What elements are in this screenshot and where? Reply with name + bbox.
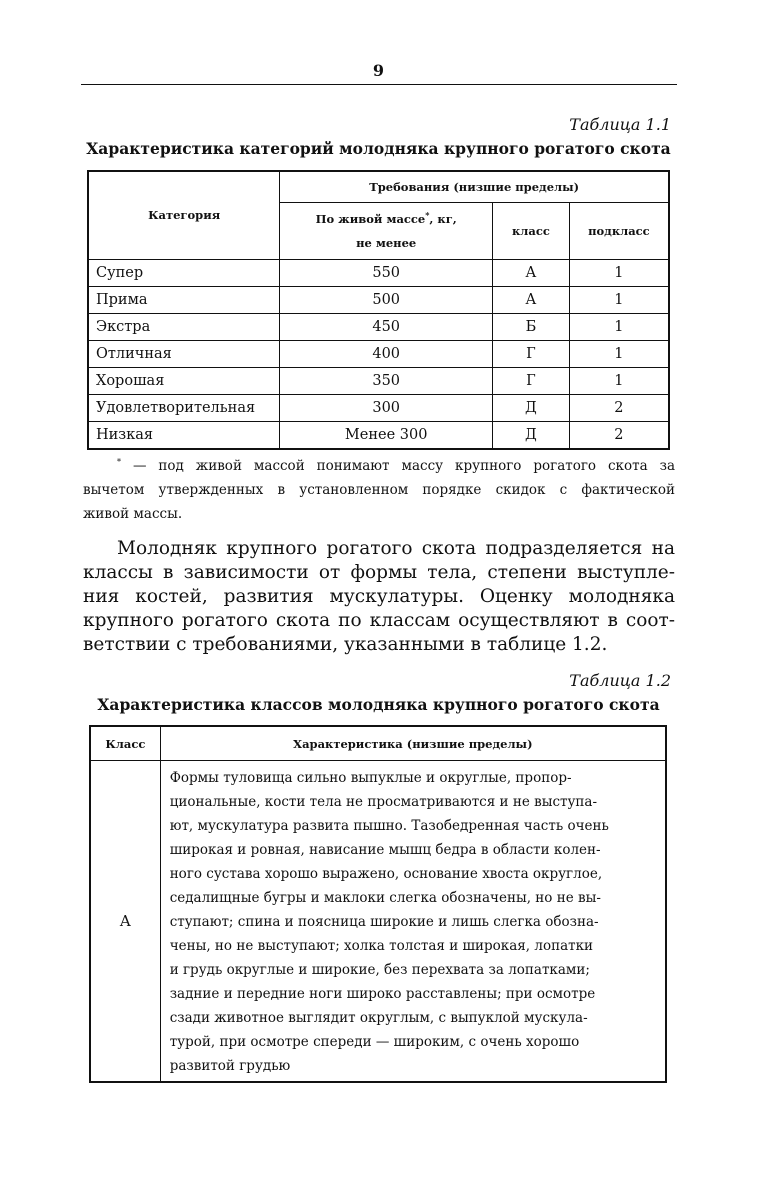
cell-subclass: 1 bbox=[569, 313, 669, 340]
cell-characteristic bbox=[160, 761, 666, 1083]
cell-category: Низкая bbox=[88, 421, 280, 449]
table-row bbox=[88, 259, 669, 286]
body-paragraph bbox=[83, 537, 675, 657]
cell-class: Г bbox=[493, 340, 570, 367]
characteristic-line: седалищные бугры и маклоки слегка обозначены, но не вы- bbox=[169, 890, 601, 906]
table2 bbox=[89, 725, 667, 1083]
table-row bbox=[90, 761, 666, 1083]
cell-class: Г bbox=[493, 367, 570, 394]
characteristic-line: развитой грудью bbox=[169, 1058, 291, 1074]
table1 bbox=[87, 170, 670, 450]
table2-caption: Таблица 1.2 bbox=[569, 671, 671, 690]
characteristic-line: ступают; спина и поясница широкие и лишь слегка обозна- bbox=[169, 914, 599, 930]
paragraph-line: крупного рогатого скота по классам осуществляют в соот- bbox=[83, 610, 675, 631]
table1-header-weight-line2: не менее bbox=[356, 235, 417, 250]
characteristic-line: чены, но не выступают; холка толстая и широкая, лопатки bbox=[169, 938, 594, 954]
characteristic-line: сзади животное выглядит округлым, с выпуклой мускула- bbox=[169, 1010, 588, 1026]
cell-subclass: 1 bbox=[569, 367, 669, 394]
cell-class: А bbox=[493, 259, 570, 286]
table-row bbox=[88, 394, 669, 421]
paragraph-line: ветствии с требованиями, указанными в таблице 1.2. bbox=[83, 634, 608, 655]
table1-header-weight-line1: По живой массе bbox=[315, 211, 426, 226]
cell-subclass: 2 bbox=[569, 394, 669, 421]
cell-weight: 500 bbox=[280, 286, 493, 313]
characteristic-line: широкая и ровная, нависание мышц бедра в области колен- bbox=[169, 842, 601, 858]
cell-class: А bbox=[90, 761, 160, 1083]
table1-header-subclass: подкласс bbox=[569, 202, 669, 259]
cell-weight: Менее 300 bbox=[280, 421, 493, 449]
table1-header-class: класс bbox=[493, 202, 570, 259]
cell-subclass: 1 bbox=[569, 259, 669, 286]
table1-title: Характеристика категорий молодняка крупного рогатого скота bbox=[86, 139, 671, 158]
table1-header-weight-mark: * bbox=[425, 209, 430, 220]
cell-weight: 400 bbox=[280, 340, 493, 367]
footnote-line: вычетом утвержденных в установленном порядке скидок с фактической bbox=[83, 482, 675, 498]
characteristic-line: ют, мускулатура развита пышно. Тазобедренная часть очень bbox=[169, 818, 609, 834]
characteristic-line: и грудь округлые и широкие, без перехвата за лопатками; bbox=[169, 962, 590, 978]
page-number: 9 bbox=[372, 61, 385, 80]
cell-subclass: 1 bbox=[569, 340, 669, 367]
cell-class: Д bbox=[493, 421, 570, 449]
characteristic-line: циональные, кости тела не просматриваются и не выступа- bbox=[169, 794, 598, 810]
footnote bbox=[83, 454, 675, 526]
footnote-line: живой массы. bbox=[83, 506, 183, 522]
cell-class: Д bbox=[493, 394, 570, 421]
cell-weight: 550 bbox=[280, 259, 493, 286]
cell-category: Удовлетворительная bbox=[88, 394, 280, 421]
cell-category: Отличная bbox=[88, 340, 280, 367]
table1-header-weight-tail: , кг, bbox=[429, 211, 457, 226]
footnote-mark: * bbox=[117, 457, 121, 467]
cell-subclass: 1 bbox=[569, 286, 669, 313]
cell-weight: 300 bbox=[280, 394, 493, 421]
table-row bbox=[88, 340, 669, 367]
table1-header-category: Категория bbox=[88, 171, 280, 259]
cell-subclass: 2 bbox=[569, 421, 669, 449]
table2-header-characteristic: Характеристика (низшие пределы) bbox=[160, 726, 666, 761]
cell-category: Хорошая bbox=[88, 367, 280, 394]
table1-header-requirements: Требования (низшие пределы) bbox=[280, 171, 669, 202]
table2-title: Характеристика классов молодняка крупного рогатого скота bbox=[97, 695, 660, 714]
paragraph-line: классы в зависимости от формы тела, степени выступле- bbox=[83, 562, 675, 583]
paragraph-line: Молодняк крупного рогатого скота подразделяется на bbox=[117, 538, 675, 559]
cell-weight: 350 bbox=[280, 367, 493, 394]
characteristic-line: Формы туловища сильно выпуклые и округлые, пропор- bbox=[169, 770, 572, 786]
table-row bbox=[88, 421, 669, 449]
characteristic-line: ного сустава хорошо выражено, основание хвоста округлое, bbox=[169, 866, 603, 882]
characteristic-line: задние и передние ноги широко расставлены; при осмотре bbox=[169, 986, 596, 1002]
table1-header-weight bbox=[280, 202, 493, 259]
cell-class: А bbox=[493, 286, 570, 313]
cell-weight: 450 bbox=[280, 313, 493, 340]
cell-category: Супер bbox=[88, 259, 280, 286]
table-row bbox=[88, 286, 669, 313]
paragraph-line: ния костей, развития мускулатуры. Оценку молодняка bbox=[83, 586, 675, 607]
header-rule bbox=[81, 84, 677, 85]
cell-class: Б bbox=[493, 313, 570, 340]
cell-category: Экстра bbox=[88, 313, 280, 340]
table-row bbox=[88, 367, 669, 394]
table1-caption: Таблица 1.1 bbox=[569, 115, 671, 134]
table2-header-class: Класс bbox=[90, 726, 160, 761]
characteristic-line: турой, при осмотре спереди — широким, с очень хорошо bbox=[169, 1034, 580, 1050]
cell-category: Прима bbox=[88, 286, 280, 313]
table-row bbox=[88, 313, 669, 340]
footnote-line: * — под живой массой понимают массу крупного рогатого скота за bbox=[117, 457, 675, 474]
